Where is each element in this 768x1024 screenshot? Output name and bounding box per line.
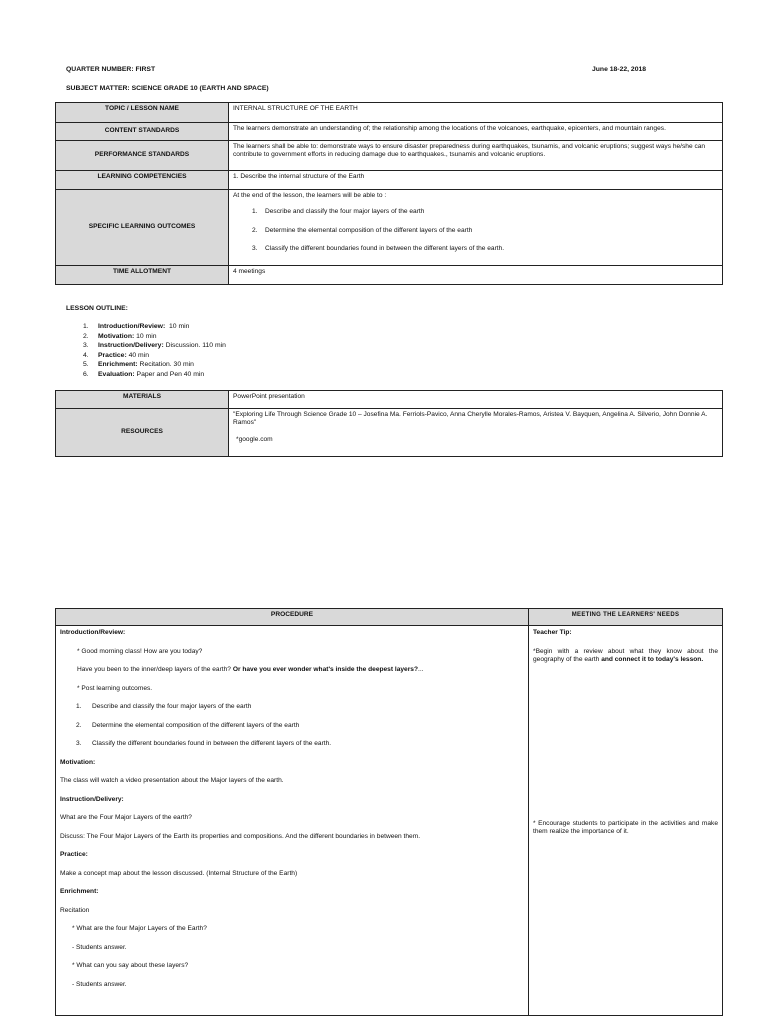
- resources-web: *google.com: [236, 435, 273, 443]
- learners-needs-body: [529, 626, 723, 1016]
- list-item: 6. Evaluation: Paper and Pen 40 min: [83, 370, 205, 378]
- enrichment-question-2: * What can you say about these layers?: [72, 962, 189, 969]
- procedure-table: [55, 608, 723, 1016]
- topic-label: TOPIC / LESSON NAME: [56, 103, 229, 123]
- intro-question: Have you been to the inner/deep layers of the earth? Or have you ever wonder what's inside the deepest layers?...: [77, 666, 424, 673]
- enrichment-question-1: * What are the four Major Layers of the Earth?: [72, 925, 207, 932]
- greeting-text: * Good morning class! How are you today?: [77, 647, 203, 655]
- list-item: 2. Determine the elemental composition of the different layers of the earth: [252, 226, 473, 234]
- list-item: 2. Motivation: 10 min: [83, 332, 157, 340]
- enrichment-answer-1: - Students answer.: [72, 943, 127, 951]
- instruction-heading: Instruction/Delivery:: [60, 795, 124, 803]
- lesson-outline-list: [55, 322, 455, 380]
- quarter-number: QUARTER NUMBER: FIRST: [66, 66, 156, 73]
- list-item: 3. Classify the different boundaries found in between the different layers of the earth.: [76, 740, 332, 747]
- list-item: 3. Classify the different boundaries found in between the different layers of the earth.: [252, 245, 505, 253]
- materials-value: PowerPoint presentation: [229, 391, 723, 409]
- enrichment-heading: Enrichment:: [60, 888, 99, 895]
- list-item: 1. Describe and classify the four major layers of the earth: [252, 208, 425, 216]
- list-item: 2. Determine the elemental composition of the different layers of the earth: [76, 721, 300, 729]
- learning-outcomes-cell: [229, 190, 723, 266]
- teacher-tip-1: *Begin with a review about what they know about the geography of the earth and connect it to today's lesson.: [533, 647, 718, 663]
- enrichment-answer-2: - Students answer.: [72, 980, 127, 988]
- content-standards-value: The learners demonstrate an understanding of; the relationship among the locations of the volcanoes, earthquake, epicenters, and mountain ranges.: [229, 123, 723, 141]
- list-item: 5. Enrichment: Recitation. 30 min: [83, 361, 194, 369]
- learners-needs-header: MEETING THE LEARNERS' NEEDS: [529, 609, 723, 626]
- lesson-date: June 18-22, 2018: [592, 66, 647, 73]
- content-standards-label: CONTENT STANDARDS: [56, 123, 229, 141]
- instruction-question: What are the Four Major Layers of the earth?: [60, 814, 192, 821]
- intro-heading: Introduction/Review:: [60, 629, 126, 636]
- enrichment-text: Recitation: [60, 906, 90, 914]
- motivation-heading: Motivation:: [60, 758, 96, 766]
- post-outcomes-text: * Post learning outcomes.: [77, 684, 153, 692]
- lesson-outline-title: LESSON OUTLINE:: [66, 305, 128, 312]
- instruction-discussion: Discuss: The Four Major Layers of the Earth its properties and compositions. And the different boundaries in between them.: [60, 832, 421, 840]
- learning-competencies-label: LEARNING COMPETENCIES: [56, 171, 229, 190]
- list-item: 4. Practice: 40 min: [83, 351, 150, 359]
- subject-matter: SUBJECT MATTER: SCIENCE GRADE 10 (EARTH AND SPACE): [66, 85, 269, 92]
- materials-table: [55, 390, 723, 457]
- lesson-info-table: [55, 102, 723, 285]
- learning-outcomes-label: SPECIFIC LEARNING OUTCOMES: [56, 190, 229, 266]
- motivation-text: The class will watch a video presentation about the Major layers of the earth.: [60, 777, 284, 784]
- list-item: 3. Instruction/Delivery: Discussion. 110 min: [83, 342, 226, 350]
- teacher-tip-2: * Encourage students to participate in the activities and make them realize the importance of it.: [533, 819, 718, 835]
- time-allotment-label: TIME ALLOTMENT: [56, 266, 229, 285]
- learning-outcomes-intro: At the end of the lesson, the learners will be able to :: [233, 192, 387, 199]
- procedure-outcomes-list: [60, 703, 524, 749]
- learning-competencies-value: 1. Describe the internal structure of the Earth: [229, 171, 723, 190]
- resources-cell: [229, 409, 723, 457]
- list-item: 1. Introduction/Review: 10 min: [83, 323, 190, 330]
- practice-text: Make a concept map about the lesson discussed. (Internal Structure of the Earth): [60, 869, 298, 877]
- teacher-tip-heading: Teacher Tip:: [533, 629, 572, 636]
- procedure-header: PROCEDURE: [56, 609, 529, 626]
- learning-outcomes-list: [233, 208, 718, 253]
- practice-heading: Practice:: [60, 851, 88, 858]
- performance-standards-value: The learners shall be able to: demonstrate ways to ensure disaster preparedness during earthquakes, tsunamis, and volcanic eruptions; suggest ways he/she can contribute to government efforts in reducing damage due to earthquakes., tsunamis and volcanic eruptions.: [229, 141, 723, 171]
- list-item: 1. Describe and classify the four major layers of the earth: [76, 703, 252, 710]
- time-allotment-value: 4 meetings: [229, 266, 723, 285]
- topic-value: INTERNAL STRUCTURE OF THE EARTH: [229, 103, 723, 123]
- resources-book: "Exploring Life Through Science Grade 10 – Josefina Ma. Ferriols-Pavico, Anna Cherylle Morales-Ramos, Aristea V. Bayquen, Angelina A. Silverio, John Donnie A. Ramos": [233, 411, 708, 427]
- materials-label: MATERIALS: [56, 391, 229, 409]
- procedure-body: [56, 626, 529, 1016]
- performance-standards-label: PERFORMANCE STANDARDS: [56, 141, 229, 171]
- resources-label: RESOURCES: [56, 409, 229, 457]
